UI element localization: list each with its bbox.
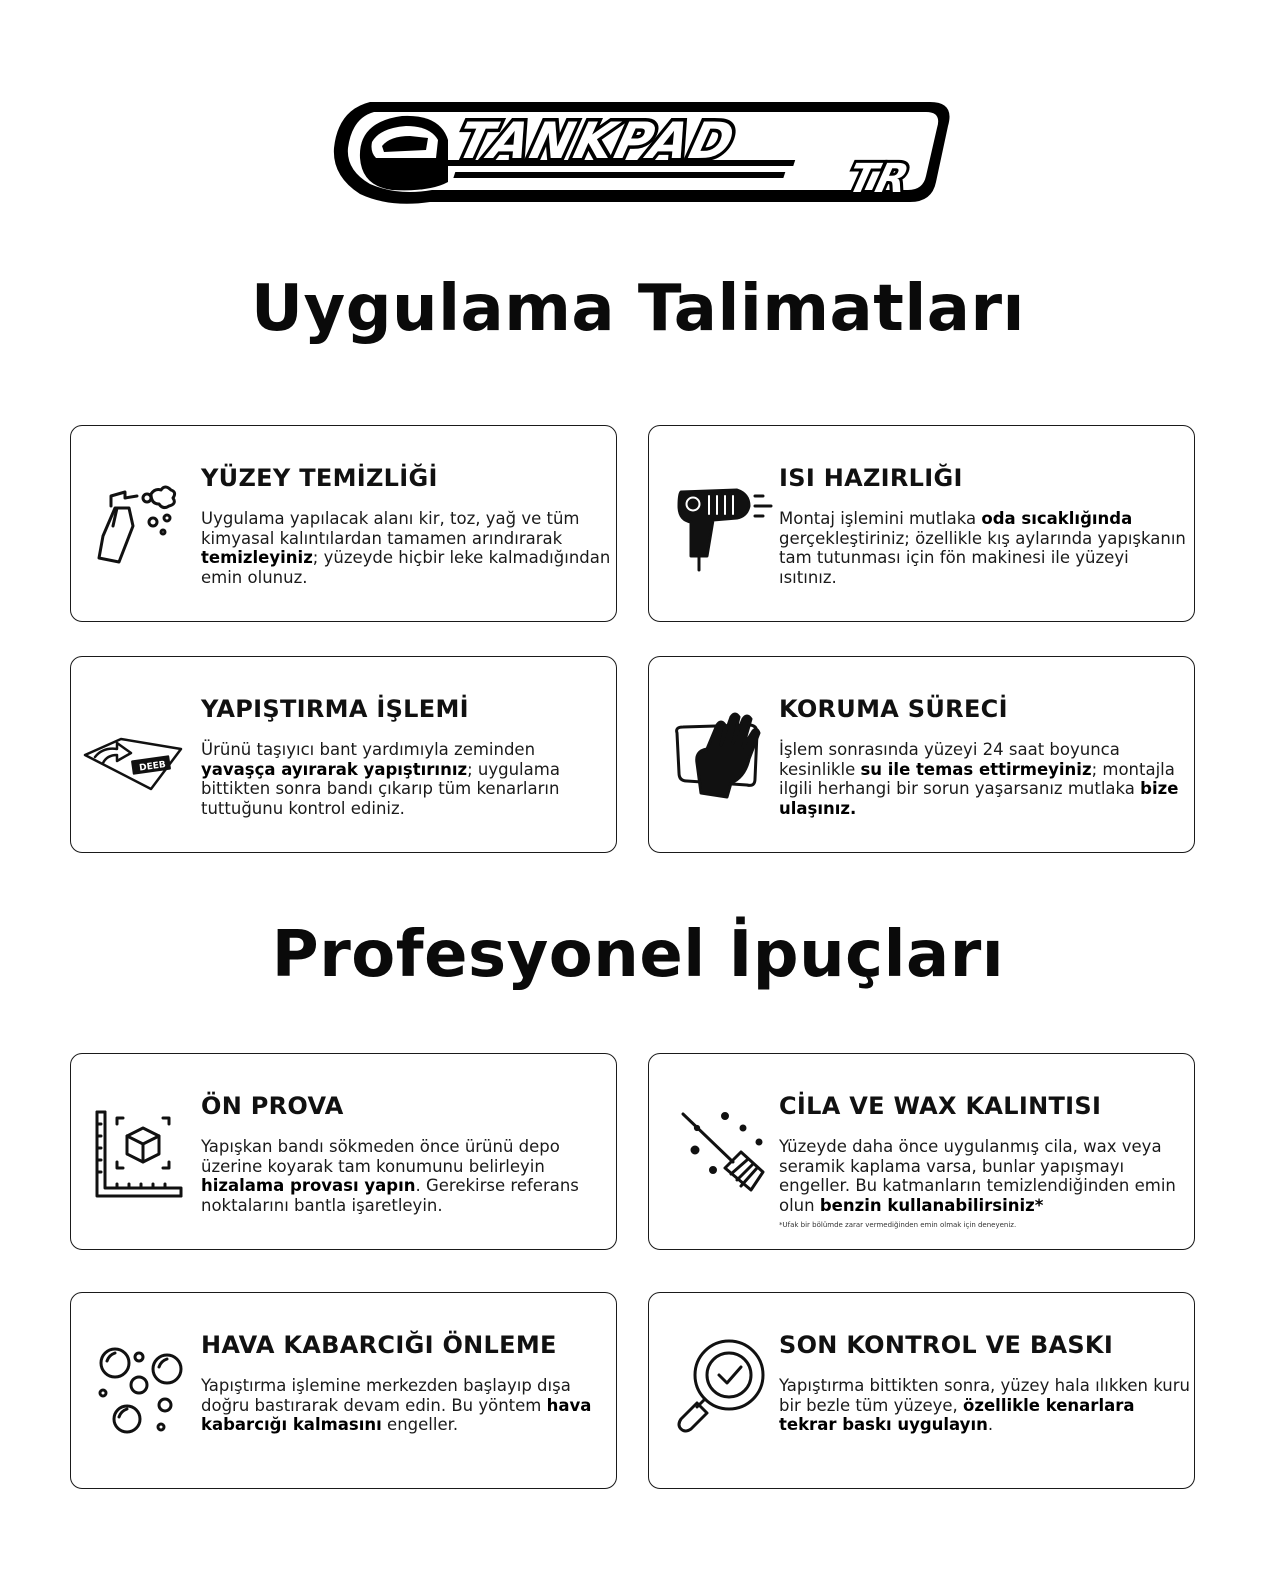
card-text <box>779 1376 1191 1435</box>
card-application <box>70 656 617 853</box>
body-text: Montaj işlemini mutlaka <box>779 509 982 528</box>
broom-sparkle-icon <box>667 1094 777 1204</box>
tankpad-tr-logo <box>330 96 960 211</box>
card-title: YÜZEY TEMİZLİĞİ <box>201 464 438 492</box>
body-text: Yapıştırma işlemine merkezden başlayıp dışa doğru bastırarak devam edin. Bu yöntem <box>201 1376 571 1415</box>
emphasis-text: yavaşça ayırarak yapıştırınız <box>201 759 468 779</box>
alignment-cube-icon <box>89 1094 199 1204</box>
body-text: ; yüzeyde hiçbir leke kalmadığından emin olunuz. <box>201 548 611 587</box>
carrier-tape-icon <box>81 697 191 807</box>
logo-subtext: TR <box>843 154 914 202</box>
card-title: SON KONTROL VE BASKI <box>779 1331 1114 1359</box>
card-text <box>201 740 613 818</box>
card-protection <box>648 656 1195 853</box>
body-text: Uygulama yapılacak alanı kir, toz, yağ ve tüm kimyasal kalıntılardan tamamen arındırarak <box>201 509 580 548</box>
body-text: Yüzeyde daha önce uygulanmış cila, wax veya seramik kaplama varsa, bunlar yapışmayı engeller. Bu katmanların temizlendiğinden emin olun <box>779 1137 1176 1215</box>
card-title: KORUMA SÜRECİ <box>779 695 1008 723</box>
emphasis-text: bize ulaşınız. <box>779 779 1179 818</box>
card-surface-cleaning <box>70 425 617 622</box>
logo-text: TANKPAD <box>451 111 742 170</box>
card-title: YAPIŞTIRMA İŞLEMİ <box>201 695 469 723</box>
card-title: ISI HAZIRLIĞI <box>779 464 963 492</box>
card-title: ÖN PROVA <box>201 1092 344 1120</box>
body-text: engeller. <box>381 1415 459 1434</box>
card-text <box>779 509 1191 587</box>
card-text <box>779 740 1191 818</box>
card-dry-fit <box>70 1053 617 1250</box>
spray-bottle-icon <box>89 466 199 576</box>
body-text: . <box>987 1415 994 1434</box>
card-title: CİLA VE WAX KALINTISI <box>779 1092 1102 1120</box>
emphasis-text: temizleyiniz <box>201 548 313 567</box>
body-text: ; uygulama bittikten sonra bandı çıkarıp tüm kenarların tuttuğunu kontrol ediniz. <box>201 759 560 818</box>
card-text <box>779 1137 1191 1215</box>
body-text: gerçekleştiriniz; özellikle kış aylarında yapışkanın tam tutunması için fön makinesi ile yüzeyi ısıtınız. <box>779 528 1186 587</box>
heat-gun-icon <box>667 466 777 576</box>
bubbles-icon <box>89 1333 199 1443</box>
magnifier-check-icon <box>667 1333 777 1443</box>
body-text: Yapıştırma bittikten sonra, yüzey hala ılıkken kuru bir bezle tüm yüzeye, <box>779 1376 1190 1415</box>
card-heat-preparation <box>648 425 1195 622</box>
emphasis-text: oda sıcaklığında <box>981 509 1133 528</box>
card-bubble-prevention <box>70 1292 617 1489</box>
body-text: Ürünü taşıyıcı bant yardımıyla zeminden <box>201 740 536 759</box>
card-text <box>201 509 613 587</box>
card-wax-residue <box>648 1053 1195 1250</box>
body-text: ; montajla ilgili herhangi bir sorun yaşarsanız mutlaka <box>779 759 1175 798</box>
emphasis-text: hizalama provası yapın <box>201 1176 416 1195</box>
card-final-check <box>648 1292 1195 1489</box>
body-text: . Gerekirse referans noktalarını bantla işaretleyin. <box>201 1176 579 1215</box>
glove-cloth-icon <box>667 697 777 807</box>
body-text: İşlem sonrasında yüzeyi 24 saat boyunca kesinlikle <box>779 740 1120 779</box>
card-text <box>201 1137 613 1215</box>
body-text: Yapışkan bandı sökmeden önce ürünü depo üzerine koyarak tam konumunu belirleyin <box>201 1137 560 1176</box>
emphasis-text: su ile temas ettirmeyiniz <box>860 759 1092 779</box>
emphasis-text: benzin kullanabilirsiniz* <box>819 1195 1044 1215</box>
emphasis-text: özellikle kenarlara tekrar baskı uygulayın <box>779 1395 1135 1434</box>
card-title: HAVA KABARCIĞI ÖNLEME <box>201 1331 557 1359</box>
emphasis-text: hava kabarcığı kalmasını <box>201 1395 592 1434</box>
section-title-pro-tips: Profesyonel İpuçları <box>271 918 1005 992</box>
svg-text:DEEB: DEEB <box>138 759 167 774</box>
card-footnote: *Ufak bir bölümde zarar vermediğinden emin olmak için deneyeniz. <box>779 1221 1017 1229</box>
section-title-instructions: Uygulama Talimatları <box>251 272 1025 346</box>
card-text <box>201 1376 613 1435</box>
